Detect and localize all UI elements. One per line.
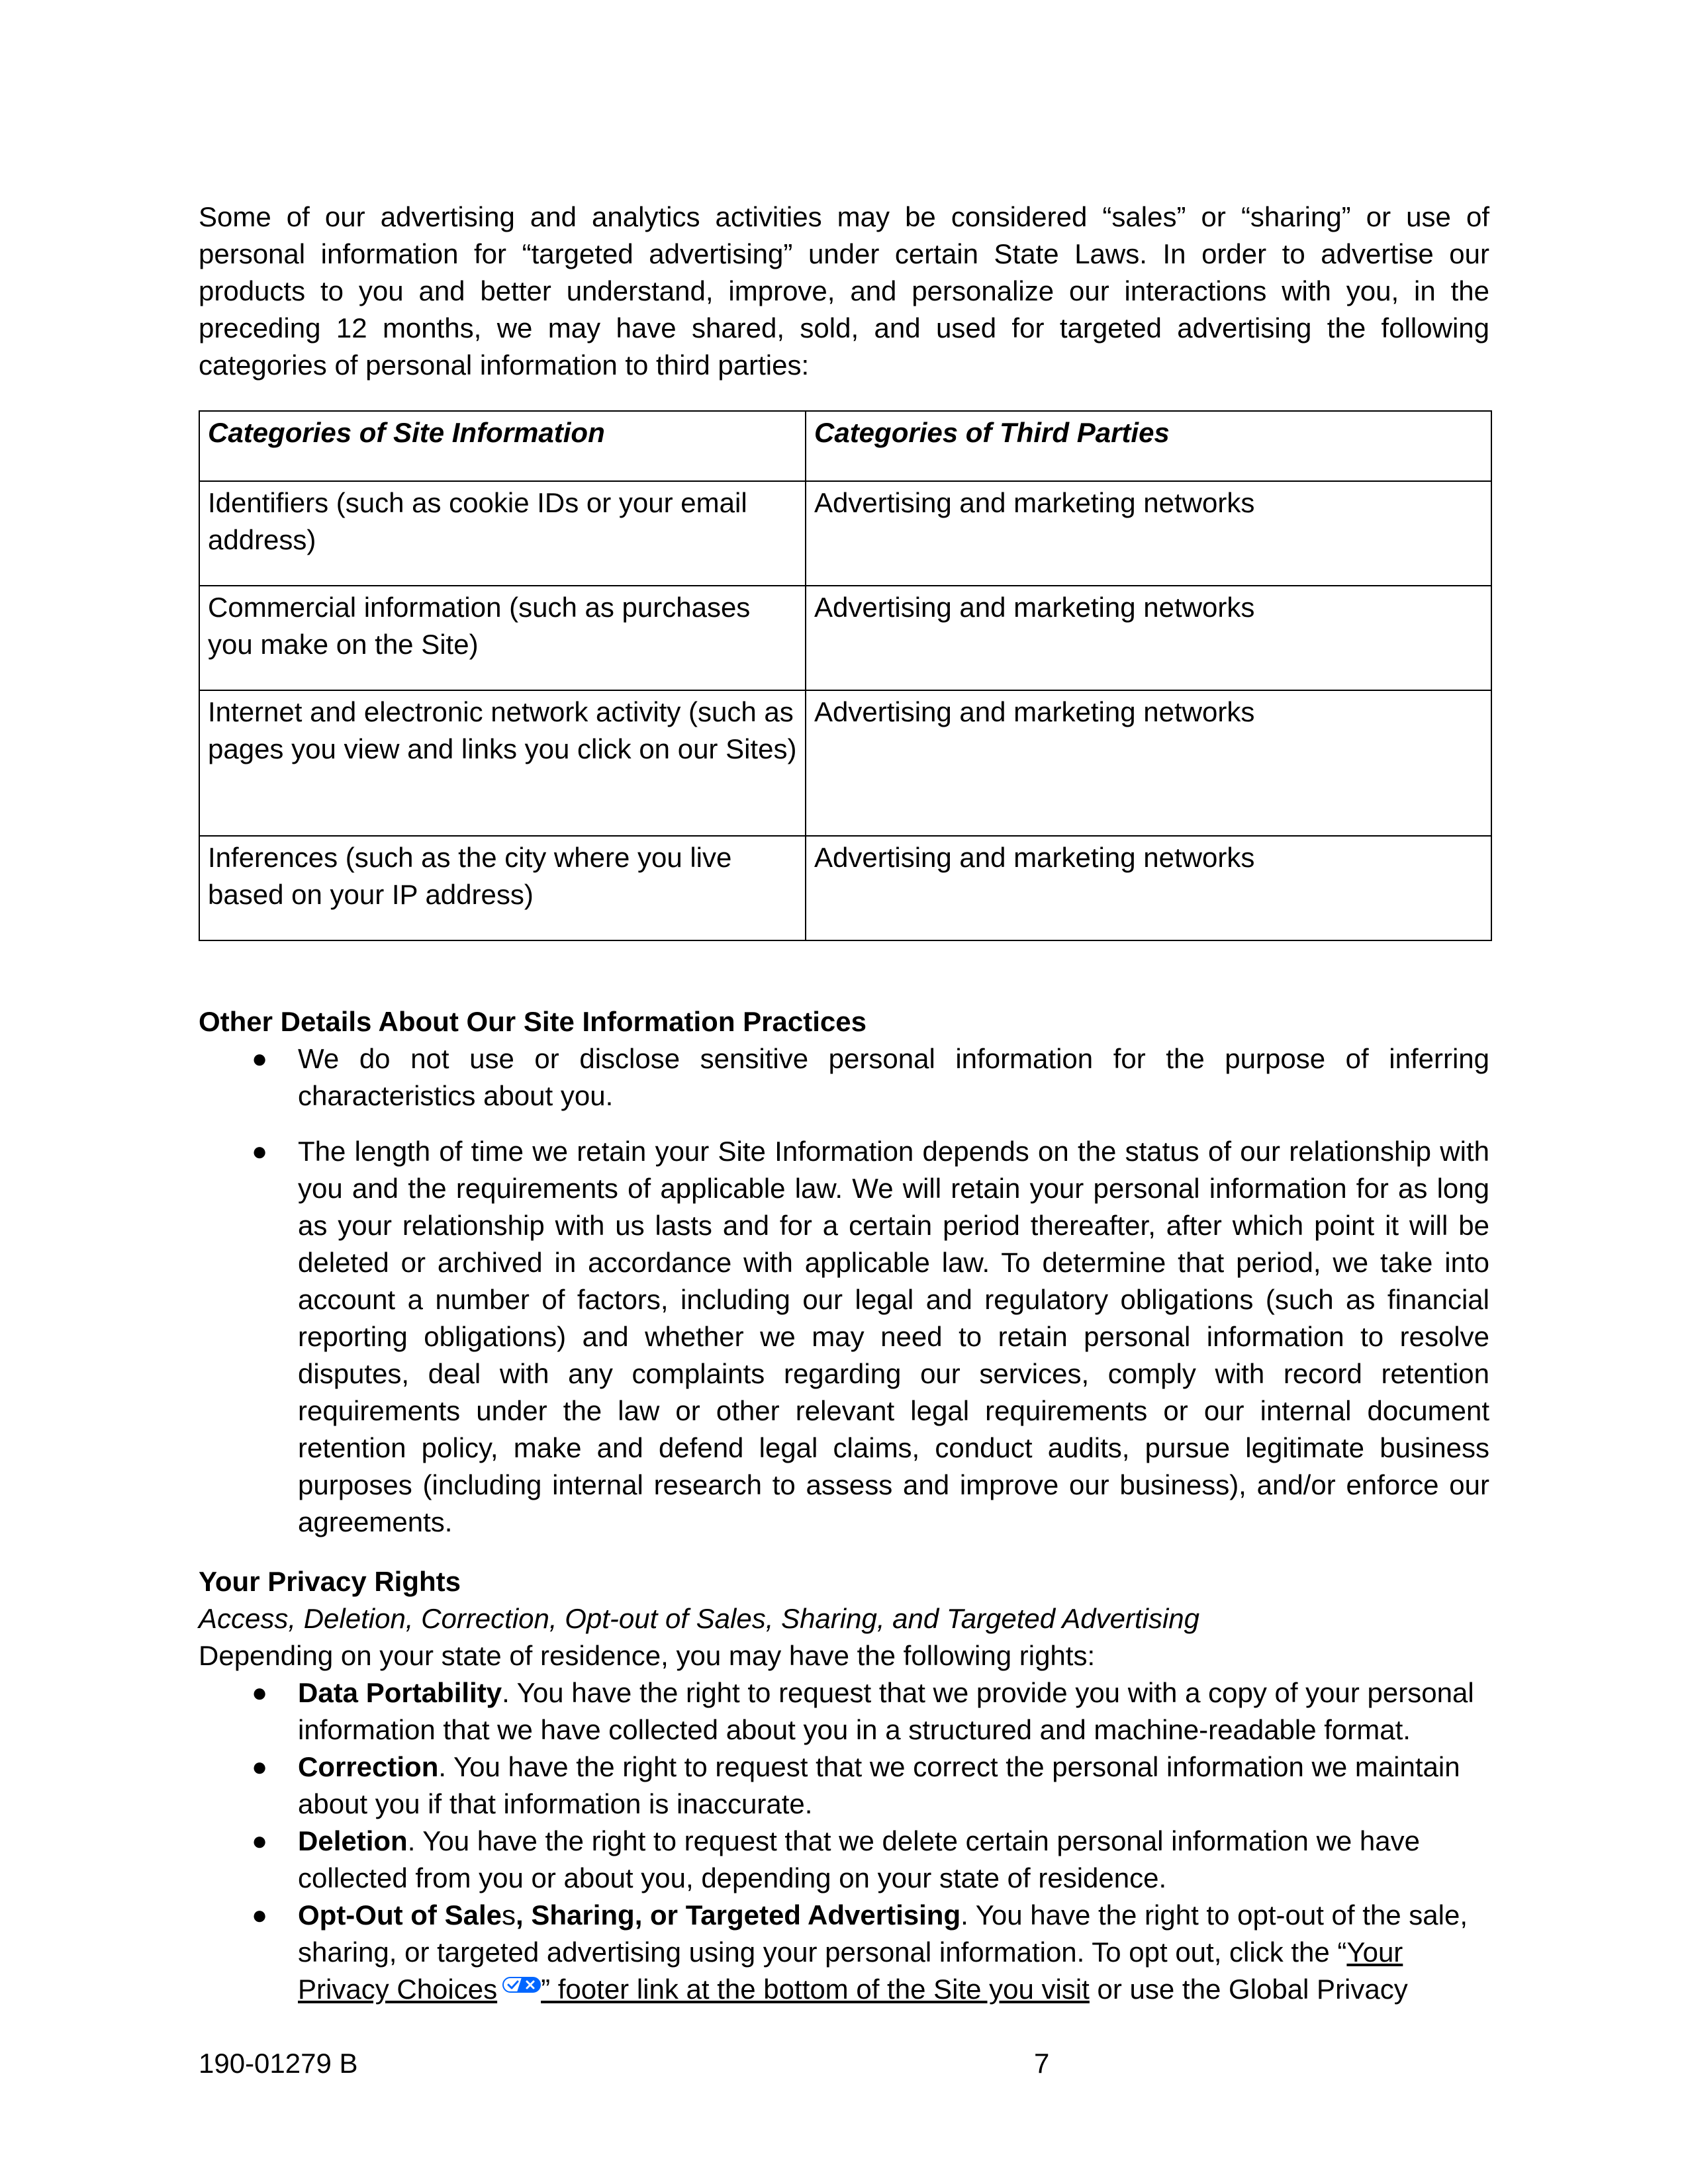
list-item: [199, 1133, 1489, 1541]
table-row: [199, 836, 1491, 940]
table-row: [199, 690, 1491, 836]
privacy-rights-list: [199, 1674, 1489, 2008]
list-item: [199, 1823, 1489, 1897]
table-cell: Advertising and marketing networks: [806, 586, 1491, 690]
section-subheading: Access, Deletion, Correction, Opt-out of Sales, Sharing, and Targeted Advertising: [199, 1603, 1200, 1634]
table-cell: Inferences (such as the city where you live based on your IP address): [199, 836, 806, 940]
table-row: [199, 481, 1491, 586]
bullet-icon: ●: [252, 1137, 268, 1166]
link-text: ” footer link at the bottom of the Site you visit: [541, 1974, 1090, 2005]
right-term: Deletion: [298, 1825, 408, 1856]
list-item: [199, 1897, 1489, 2008]
page-number: 7: [1034, 2048, 1050, 2079]
bullet-icon: ●: [252, 1044, 268, 1073]
site-information-table: [199, 410, 1492, 941]
bullet-icon: ●: [252, 1901, 268, 1930]
list-item: [199, 1040, 1489, 1115]
table-cell: Advertising and marketing networks: [806, 836, 1491, 940]
right-term-suffix: s: [502, 1899, 516, 1931]
list-item: [199, 1749, 1489, 1823]
right-description: . You have the right to request that we provide you with a copy of your personal information that we have collected about you in a structured and machine-readable format.: [298, 1677, 1474, 1745]
table-row: [199, 586, 1491, 690]
right-term: Opt-Out of Sale: [298, 1899, 502, 1931]
intro-paragraph: Some of our advertising and analytics activities may be considered “sales” or “sharing” or use of personal information for “targeted advertising” under certain State Laws. In order to advertise our products to you and better understand, improve, and personalize our interactions with you, in the preceding 12 months, we may have shared, sold, and used for targeted advertising the following categories of personal information to third parties:: [199, 201, 1489, 381]
right-description: . You have the right to request that we correct the personal information we maintain about you if that information is inaccurate.: [298, 1751, 1460, 1819]
link-text: Your Privacy Choices: [298, 1936, 1403, 2005]
page-footer: [199, 2045, 1489, 2082]
section-heading-privacy-rights: Your Privacy Rights: [199, 1566, 461, 1597]
table-cell: Identifiers (such as cookie IDs or your email address): [199, 481, 806, 586]
right-term: Data Portability: [298, 1677, 502, 1708]
table-header-cell: Categories of Site Information: [199, 411, 806, 481]
table-cell: Advertising and marketing networks: [806, 690, 1491, 836]
list-item-text: The length of time we retain your Site Information depends on the status of our relationship with you and the requirements of applicable law. We will retain your personal information for as long as your relationship with us lasts and for a certain period thereafter, after which point it will be deleted or archived in accordance with applicable law. To determine that period, we take into account a number of factors, including our legal and regulatory obligations (such as financial reporting obligations) and whether we may need to retain personal information to resolve disputes, deal with any complaints regarding our services, comply with record retention requirements under the law or other relevant legal requirements or our internal document retention policy, make and defend legal claims, conduct audits, pursue legitimate business purposes (including internal research to assess and improve our business), and/or enforce our agreements.: [298, 1136, 1489, 1537]
right-term: , Sharing, or Targeted Advertising: [516, 1899, 961, 1931]
table-cell: Commercial information (such as purchases you make on the Site): [199, 586, 806, 690]
bullet-icon: ●: [252, 1752, 268, 1782]
bullet-icon: ●: [252, 1678, 268, 1707]
section-heading-other-details: Other Details About Our Site Information Practices: [199, 1006, 867, 1037]
right-term: Correction: [298, 1751, 439, 1782]
list-item: [199, 1674, 1489, 1749]
right-description: . You have the right to request that we delete certain personal information we have collected from you or about you, depending on your state of residence.: [298, 1825, 1420, 1893]
document-id: 190-01279 B: [199, 2048, 358, 2079]
table-header-cell: Categories of Third Parties: [806, 411, 1491, 481]
privacy-choices-icon: [502, 1976, 541, 1993]
bullet-icon: ●: [252, 1827, 268, 1856]
rights-lead-text: Depending on your state of residence, you may have the following rights:: [199, 1640, 1096, 1671]
table-cell: Internet and electronic network activity (such as pages you view and links you click on our Sites): [199, 690, 806, 836]
table-header-row: [199, 411, 1491, 481]
right-description: . You have the right to opt-out of the sale, sharing, or targeted advertising using your personal information. To opt out, click the “: [298, 1899, 1468, 1968]
list-item-text: We do not use or disclose sensitive personal information for the purpose of inferring characteristics about you.: [298, 1043, 1489, 1111]
table-cell: Advertising and marketing networks: [806, 481, 1491, 586]
right-description: or use the Global Privacy: [1089, 1974, 1408, 2005]
other-details-list: [199, 1040, 1489, 1541]
document-page: [199, 199, 1489, 2008]
